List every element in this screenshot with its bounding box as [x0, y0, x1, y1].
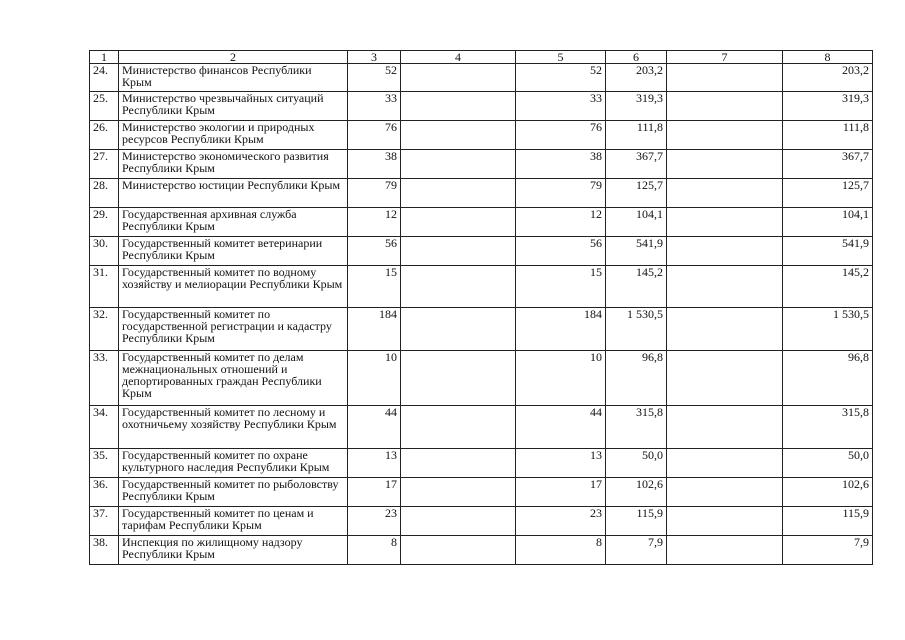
col-6-value-cell: 367,7 — [606, 150, 667, 179]
row-number-cell: 29. — [90, 208, 119, 237]
col-7-value-cell — [667, 308, 783, 351]
row-number-cell: 24. — [90, 64, 119, 92]
header-col-3: 3 — [348, 51, 401, 64]
table-row — [90, 351, 873, 406]
col-5-value-cell: 79 — [516, 179, 606, 208]
col-7-value-cell — [667, 92, 783, 121]
col-5-value-cell: 15 — [516, 266, 606, 308]
col-5-value-cell: 8 — [516, 536, 606, 565]
col-8-value-cell: 125,7 — [783, 179, 873, 208]
col-6-value-cell: 125,7 — [606, 179, 667, 208]
row-number-cell: 30. — [90, 237, 119, 266]
col-7-value-cell — [667, 121, 783, 150]
col-4-value-cell — [401, 406, 516, 449]
col-6-value-cell: 1 530,5 — [606, 308, 667, 351]
table-body — [90, 64, 873, 565]
col-8-value-cell: 104,1 — [783, 208, 873, 237]
header-col-7: 7 — [667, 51, 783, 64]
organization-name-cell: Государственный комитет по делам межнациональных отношений и депортированных граждан Республики Крым — [119, 351, 348, 406]
col-8-value-cell: 96,8 — [783, 351, 873, 406]
col-3-value-cell: 23 — [348, 507, 401, 536]
col-6-value-cell: 50,0 — [606, 449, 667, 478]
col-8-value-cell: 111,8 — [783, 121, 873, 150]
col-3-value-cell: 79 — [348, 179, 401, 208]
col-3-value-cell: 33 — [348, 92, 401, 121]
organization-name-cell: Государственный комитет по охране культурного наследия Республики Крым — [119, 449, 348, 478]
col-6-value-cell: 315,8 — [606, 406, 667, 449]
col-4-value-cell — [401, 536, 516, 565]
col-6-value-cell: 96,8 — [606, 351, 667, 406]
col-3-value-cell: 76 — [348, 121, 401, 150]
organization-name-cell: Министерство чрезвычайных ситуаций Республики Крым — [119, 92, 348, 121]
row-number-cell: 33. — [90, 351, 119, 406]
col-7-value-cell — [667, 179, 783, 208]
table-row — [90, 150, 873, 179]
column-number-header — [90, 51, 873, 64]
col-8-value-cell: 115,9 — [783, 507, 873, 536]
col-4-value-cell — [401, 208, 516, 237]
row-number-cell: 31. — [90, 266, 119, 308]
col-3-value-cell: 17 — [348, 478, 401, 507]
organization-name-cell: Государственный комитет по водному хозяйству и мелиорации Республики Крым — [119, 266, 348, 308]
col-3-value-cell: 15 — [348, 266, 401, 308]
col-5-value-cell: 23 — [516, 507, 606, 536]
col-5-value-cell: 52 — [516, 64, 606, 92]
row-number-cell: 36. — [90, 478, 119, 507]
col-8-value-cell: 315,8 — [783, 406, 873, 449]
col-8-value-cell: 50,0 — [783, 449, 873, 478]
document-sheet — [89, 50, 873, 565]
table-row — [90, 208, 873, 237]
organization-name-cell: Инспекция по жилищному надзору Республики Крым — [119, 536, 348, 565]
organization-name-cell: Государственный комитет ветеринарии Республики Крым — [119, 237, 348, 266]
row-number-cell: 38. — [90, 536, 119, 565]
row-number-cell: 35. — [90, 449, 119, 478]
organization-name-cell: Государственный комитет по ценам и тарифам Республики Крым — [119, 507, 348, 536]
col-7-value-cell — [667, 266, 783, 308]
col-4-value-cell — [401, 64, 516, 92]
col-6-value-cell: 145,2 — [606, 266, 667, 308]
table-row — [90, 478, 873, 507]
col-4-value-cell — [401, 92, 516, 121]
col-3-value-cell: 13 — [348, 449, 401, 478]
table-row — [90, 237, 873, 266]
col-7-value-cell — [667, 64, 783, 92]
col-6-value-cell: 203,2 — [606, 64, 667, 92]
organization-name-cell: Министерство юстиции Республики Крым — [119, 179, 348, 208]
organization-name-cell: Министерство экономического развития Республики Крым — [119, 150, 348, 179]
col-6-value-cell: 7,9 — [606, 536, 667, 565]
table-row — [90, 179, 873, 208]
row-number-cell: 27. — [90, 150, 119, 179]
col-5-value-cell: 44 — [516, 406, 606, 449]
col-8-value-cell: 203,2 — [783, 64, 873, 92]
col-4-value-cell — [401, 266, 516, 308]
col-3-value-cell: 56 — [348, 237, 401, 266]
table-row — [90, 308, 873, 351]
col-5-value-cell: 38 — [516, 150, 606, 179]
organization-name-cell: Государственный комитет по рыболовству Республики Крым — [119, 478, 348, 507]
col-8-value-cell: 7,9 — [783, 536, 873, 565]
col-6-value-cell: 541,9 — [606, 237, 667, 266]
col-4-value-cell — [401, 351, 516, 406]
col-5-value-cell: 17 — [516, 478, 606, 507]
col-7-value-cell — [667, 351, 783, 406]
col-8-value-cell: 541,9 — [783, 237, 873, 266]
col-6-value-cell: 319,3 — [606, 92, 667, 121]
table-row — [90, 92, 873, 121]
col-6-value-cell: 115,9 — [606, 507, 667, 536]
row-number-cell: 26. — [90, 121, 119, 150]
row-number-cell: 37. — [90, 507, 119, 536]
col-5-value-cell: 56 — [516, 237, 606, 266]
row-number-cell: 32. — [90, 308, 119, 351]
col-5-value-cell: 10 — [516, 351, 606, 406]
col-7-value-cell — [667, 478, 783, 507]
header-col-1: 1 — [90, 51, 119, 64]
col-4-value-cell — [401, 449, 516, 478]
table-row — [90, 507, 873, 536]
col-8-value-cell: 145,2 — [783, 266, 873, 308]
col-4-value-cell — [401, 478, 516, 507]
col-8-value-cell: 1 530,5 — [783, 308, 873, 351]
table-row — [90, 64, 873, 92]
col-8-value-cell: 102,6 — [783, 478, 873, 507]
col-3-value-cell: 184 — [348, 308, 401, 351]
col-3-value-cell: 12 — [348, 208, 401, 237]
row-number-cell: 25. — [90, 92, 119, 121]
col-4-value-cell — [401, 179, 516, 208]
col-6-value-cell: 111,8 — [606, 121, 667, 150]
col-4-value-cell — [401, 507, 516, 536]
header-col-5: 5 — [516, 51, 606, 64]
col-7-value-cell — [667, 449, 783, 478]
col-3-value-cell: 38 — [348, 150, 401, 179]
col-4-value-cell — [401, 121, 516, 150]
col-4-value-cell — [401, 150, 516, 179]
organization-name-cell: Государственный комитет по государственной регистрации и кадастру Республики Крым — [119, 308, 348, 351]
header-col-8: 8 — [783, 51, 873, 64]
col-5-value-cell: 33 — [516, 92, 606, 121]
col-7-value-cell — [667, 507, 783, 536]
col-8-value-cell: 319,3 — [783, 92, 873, 121]
organization-name-cell: Министерство финансов Республики Крым — [119, 64, 348, 92]
organization-name-cell: Государственный комитет по лесному и охотничьему хозяйству Республики Крым — [119, 406, 348, 449]
col-7-value-cell — [667, 406, 783, 449]
table-row — [90, 449, 873, 478]
col-5-value-cell: 13 — [516, 449, 606, 478]
table-row — [90, 536, 873, 565]
col-3-value-cell: 52 — [348, 64, 401, 92]
header-col-4: 4 — [401, 51, 516, 64]
col-3-value-cell: 8 — [348, 536, 401, 565]
col-6-value-cell: 102,6 — [606, 478, 667, 507]
col-4-value-cell — [401, 308, 516, 351]
header-col-6: 6 — [606, 51, 667, 64]
organization-name-cell: Государственная архивная служба Республики Крым — [119, 208, 348, 237]
col-3-value-cell: 10 — [348, 351, 401, 406]
table-row — [90, 266, 873, 308]
col-7-value-cell — [667, 237, 783, 266]
col-5-value-cell: 12 — [516, 208, 606, 237]
col-5-value-cell: 76 — [516, 121, 606, 150]
col-6-value-cell: 104,1 — [606, 208, 667, 237]
col-5-value-cell: 184 — [516, 308, 606, 351]
row-number-cell: 34. — [90, 406, 119, 449]
data-table — [89, 50, 873, 565]
col-7-value-cell — [667, 536, 783, 565]
header-col-2: 2 — [119, 51, 348, 64]
col-4-value-cell — [401, 237, 516, 266]
organization-name-cell: Министерство экологии и природных ресурсов Республики Крым — [119, 121, 348, 150]
table-row — [90, 406, 873, 449]
col-8-value-cell: 367,7 — [783, 150, 873, 179]
row-number-cell: 28. — [90, 179, 119, 208]
col-7-value-cell — [667, 150, 783, 179]
table-row — [90, 121, 873, 150]
col-3-value-cell: 44 — [348, 406, 401, 449]
col-7-value-cell — [667, 208, 783, 237]
